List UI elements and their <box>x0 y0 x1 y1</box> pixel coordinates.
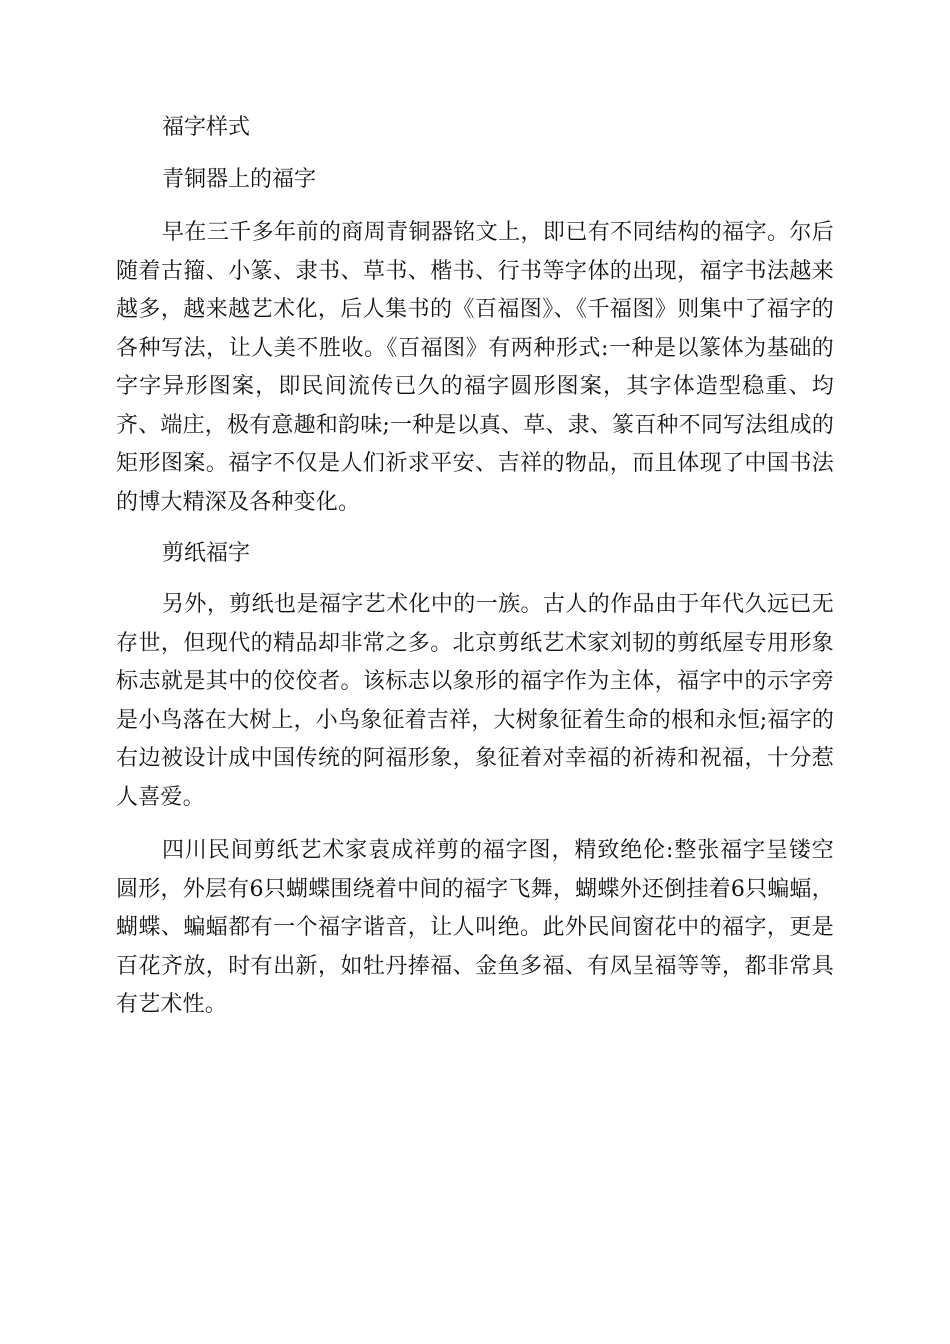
section-heading-papercut: 剪纸福字 <box>162 541 251 566</box>
document-page <box>116 108 834 1025</box>
section-heading-bronze: 青铜器上的福字 <box>162 167 317 192</box>
paragraph-papercut-1: 另外，剪纸也是福字艺术化中的一族。古人的作品由于年代久远已无存世，但现代的精品却非常之多。北京剪纸艺术家刘韧的剪纸屋专用形象标志就是其中的佼佼者。该标志以象形的福字作为主体，福字中的示字旁是小鸟落在大树上，小鸟象征着吉祥，大树象征着生命的根和永恒;福字的右边被设计成中国传统的阿福形象，象征着对幸福的祈祷和祝福，十分惹人喜爱。 <box>116 592 835 810</box>
paragraph-bronze: 早在三千多年前的商周青铜器铭文上，即已有不同结构的福字。尔后随着古籀、小篆、隶书、草书、楷书、行书等字体的出现，福字书法越来越多，越来越艺术化，后人集书的《百福图》、《千福图》则集中了福字的各种写法，让人美不胜收。《百福图》有两种形式:一种是以篆体为基础的字字异形图案，即民间流传已久的福字圆形图案，其字体造型稳重、均齐、端庄，极有意趣和韵味;一种是以真、草、隶、篆百种不同写法组成的矩形图案。福字不仅是人们祈求平安、吉祥的物品，而且体现了中国书法的博大精深及各种变化。 <box>116 220 835 515</box>
document-title: 福字样式 <box>162 115 251 140</box>
paragraph-papercut-2: 四川民间剪纸艺术家袁成祥剪的福字图，精致绝伦:整张福字呈镂空圆形，外层有6只蝴蝶围绕着中间的福字飞舞，蝴蝶外还倒挂着6只蝙蝠，蝴蝶、蝙蝠都有一个福字谐音，让人叫绝。此外民间窗花中的福字，更是百花齐放，时有出新，如牡丹捧福、金鱼多福、有凤呈福等等，都非常具有艺术性。 <box>116 838 834 1017</box>
